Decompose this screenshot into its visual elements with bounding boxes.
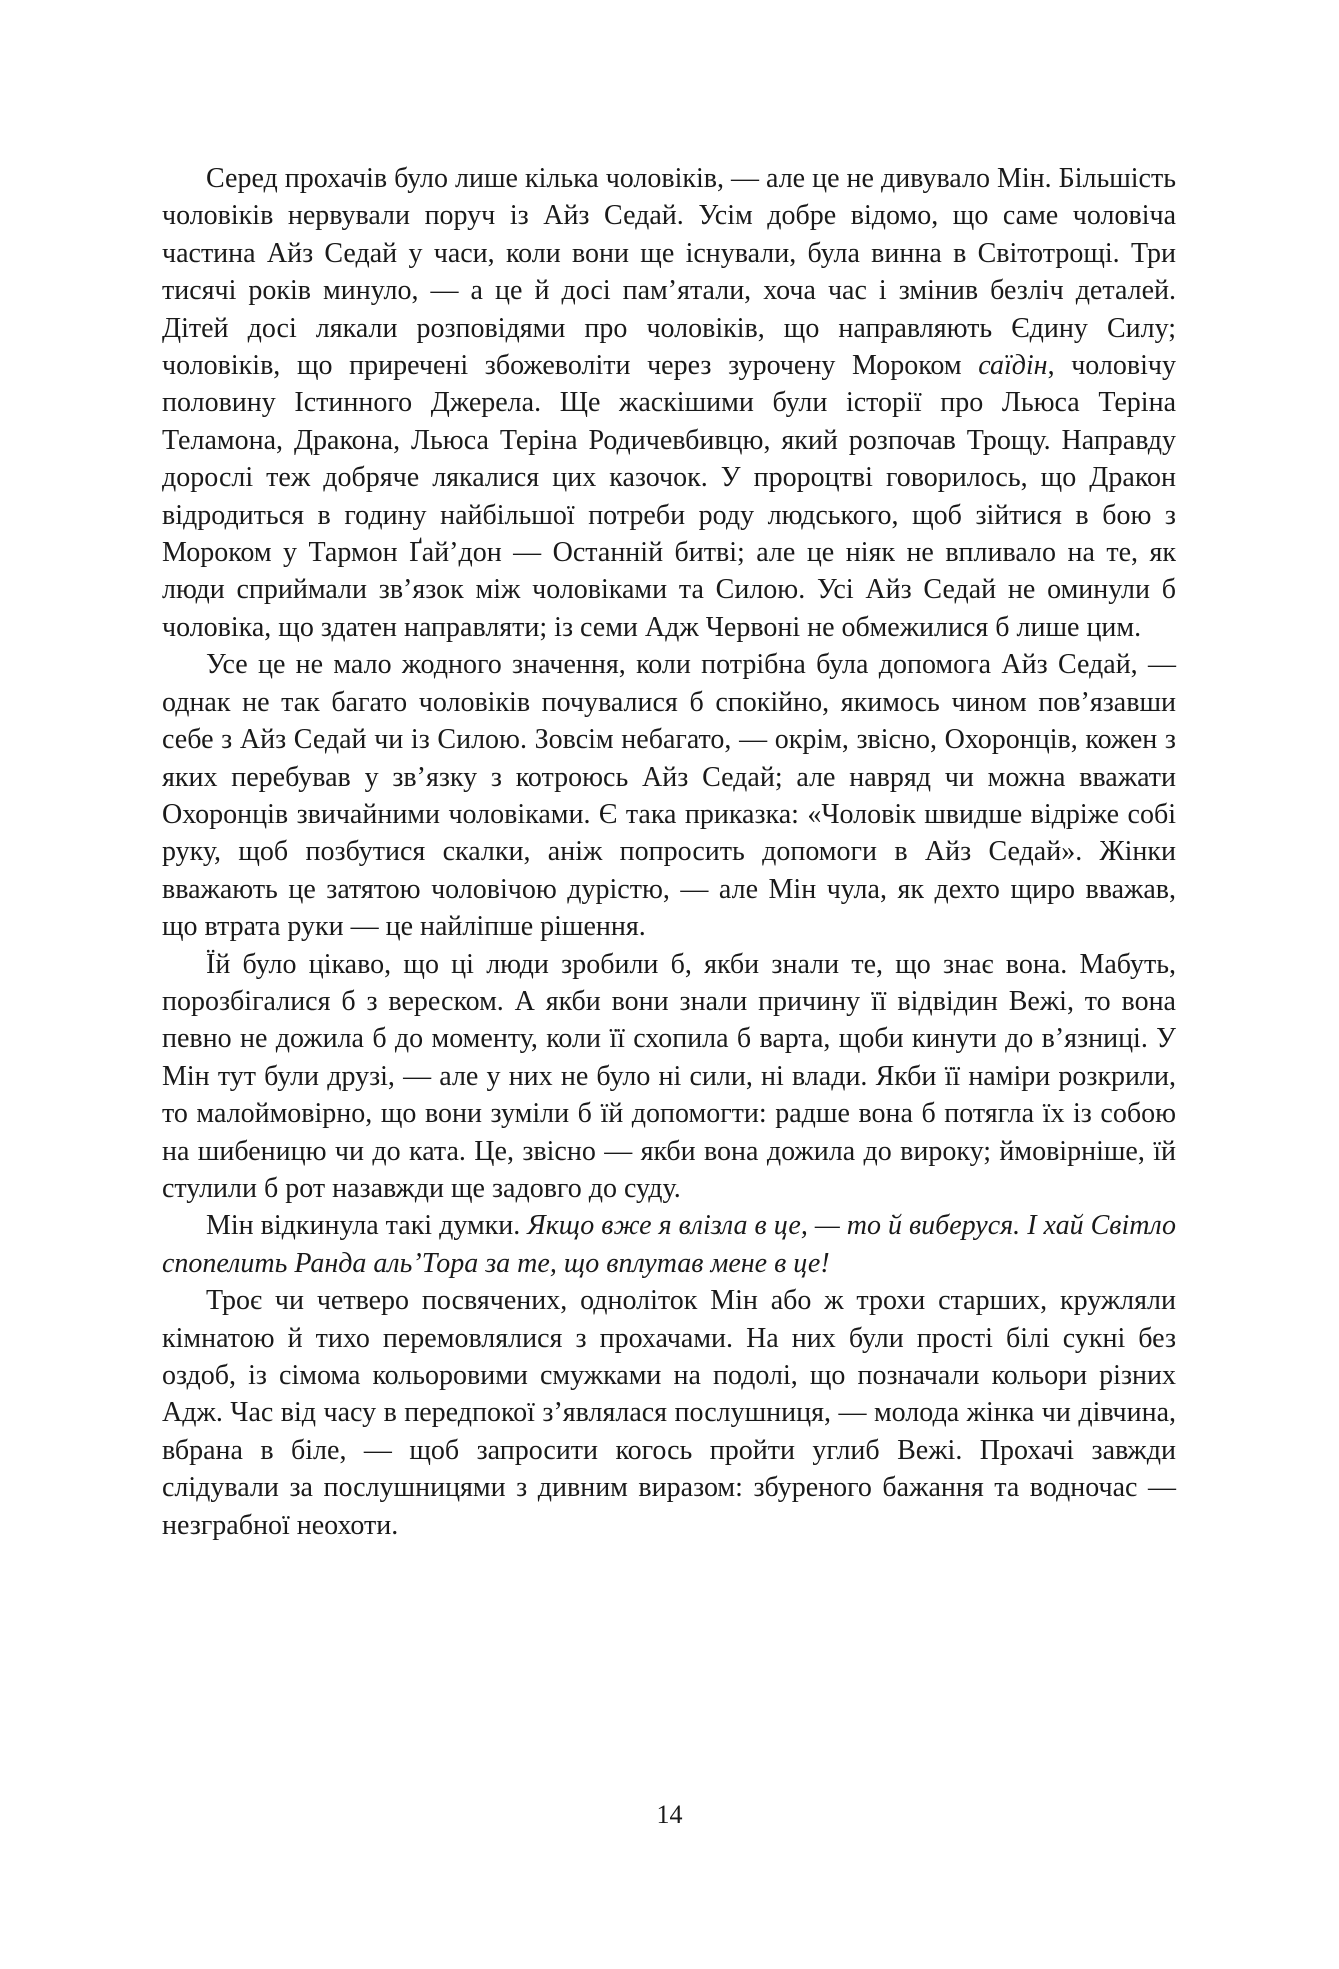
paragraph-1 [162, 160, 1176, 646]
paragraph-5: Троє чи четверо посвячених, одноліток Мін або ж трохи старших, кружляли кімнатою й тихо перемовлялися з прохачами. На них були прості білі сукні без оздоб, із сімома кольоровими смужками на подолі, що позначали кольори різних Адж. Час від часу в передпокої з’являлася послушниця, — молода жінка чи дівчина, вбрана в біле, — щоб запросити когось пройти углиб Вежі. Прохачі завжди слідували за послушницями з дивним виразом: збуреного бажання та водночас — незграбної неохоти. [162, 1285, 1176, 1541]
page-body [162, 160, 1176, 1544]
paragraph-1-text-a: Серед прохачів було лише кілька чоловіків, — але це не дивувало Мін. Більшість чоловіків нервували поруч із Айз Седай. Усім добре відомо, що саме чоловіча частина Айз Седай у часи, коли вони ще існували, була винна в Світотрощі. Три тисячі років минуло, — а це й досі пам’ятали, хоча час і змінив безліч деталей. Дітей досі лякали розповідями про чоловіків, що направляють Єдину Силу; чоловіків, що приречені збожеволіти через зурочену Мороком [162, 163, 1176, 382]
paragraph-2: Усе це не мало жодного значення, коли потрібна була допомога Айз Седай, — однак не так багато чоловіків почувалися б спокійно, якимось чином пов’язавши себе з Айз Седай чи із Силою. Зовсім небагато, — окрім, звісно, Охоронців, кожен з яких перебував у зв’язку з котроюсь Айз Седай; але навряд чи можна вважати Охоронців звичайними чоловіками. Є така приказка: «Чоловік швидше відріже собі руку, щоб позбутися скалки, аніж попросить допомоги в Айз Седай». Жінки вважають це затятою чоловічою дурістю, — але Мін чула, як дехто щиро вважав, що втрата руки — це найліпше рішення. [162, 649, 1176, 943]
paragraph-1-italic-term: саїдін [978, 350, 1048, 382]
paragraph-1-text-b: , чоловічу половину Істинного Джерела. Ще жаскішими були історії про Льюса Теріна Теламона, Дракона, Льюса Теріна Родичевбивцю, який розпочав Трощу. Направду дорослі теж добряче лякалися цих казочок. У пророцтві говорилось, що Дракон відродиться в годину найбільшої потреби роду людського, щоб зійтися в бою з Мороком у Тармон Ґай’дон — Останній битві; але це ніяк не впливало на те, як люди сприймали зв’язок між чоловіками та Силою. Усі Айз Седай не оминули б чоловіка, що здатен направляти; із семи Адж Червоні не обмежилися б лише цим. [162, 350, 1176, 643]
paragraph-3: Їй було цікаво, що ці люди зробили б, якби знали те, що знає вона. Мабуть, порозбігалися б з вереском. А якби вони знали причину її відвідин Вежі, то вона певно не дожила б до моменту, коли її схопила б варта, щоби кинути до в’язниці. У Мін тут були друзі, — але у них не було ні сили, ні влади. Якби її наміри розкрили, то малоймовірно, що вони зуміли б їй допомогти: радше вона б потягла їх із собою на шибеницю чи до ката. Це, звісно — якби вона дожила до вироку; ймовірніше, їй стулили б рот назавжди ще задовго до суду. [162, 948, 1176, 1204]
page-number: 14 [656, 1800, 683, 1829]
paragraph-4 [162, 1207, 1176, 1282]
paragraph-4-text: Мін відкинула такі думки. [206, 1210, 528, 1242]
paragraph-4-italic-thought: Якщо вже я влізла в це, — то й виберуся. І хай Світло спопелить Ранда аль’Тора за те, що вплутав мене в це! [162, 1210, 1176, 1279]
